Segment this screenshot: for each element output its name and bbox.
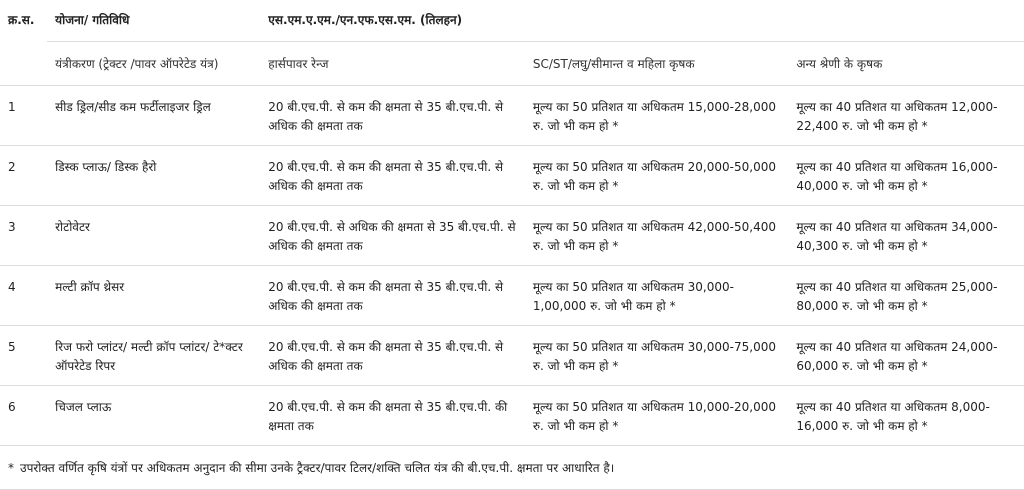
row-other-subsidy: मूल्य का 40 प्रतिशत या अधिकतम 34,000-40,300 रु. जो भी कम हो *	[788, 206, 1024, 266]
table-row	[0, 326, 1024, 386]
row-serial: 6	[0, 386, 47, 446]
row-hp-range: 20 बी.एच.पी. से कम की क्षमता से 35 बी.एच.पी. से अधिक की क्षमता तक	[260, 86, 525, 146]
row-serial: 5	[0, 326, 47, 386]
row-serial: 4	[0, 266, 47, 326]
row-sc-st-subsidy: मूल्य का 50 प्रतिशत या अधिकतम 15,000-28,000 रु. जो भी कम हो *	[525, 86, 788, 146]
footnote-asterisk: *	[8, 461, 14, 475]
table-row	[0, 386, 1024, 446]
row-hp-range: 20 बी.एच.पी. से कम की क्षमता से 35 बी.एच.पी. से अधिक की क्षमता तक	[260, 326, 525, 386]
row-hp-range: 20 बी.एच.पी. से कम की क्षमता से 35 बी.एच.पी. से अधिक की क्षमता तक	[260, 146, 525, 206]
row-other-subsidy: मूल्य का 40 प्रतिशत या अधिकतम 25,000-80,000 रु. जो भी कम हो *	[788, 266, 1024, 326]
row-hp-range: 20 बी.एच.पी. से कम की क्षमता से 35 बी.एच.पी. से अधिक की क्षमता तक	[260, 266, 525, 326]
subheader-equipment: यंत्रीकरण (ट्रेक्टर /पावर ऑपरेटेड यंत्र)	[47, 42, 260, 86]
row-serial: 2	[0, 146, 47, 206]
row-equipment: मल्टी क्रॉप थ्रेसर	[47, 266, 260, 326]
row-other-subsidy: मूल्य का 40 प्रतिशत या अधिकतम 16,000-40,000 रु. जो भी कम हो *	[788, 146, 1024, 206]
row-hp-range: 20 बी.एच.पी. से कम की क्षमता से 35 बी.एच.पी. की क्षमता तक	[260, 386, 525, 446]
footnote-row	[0, 446, 1024, 490]
footnote	[0, 446, 1024, 490]
row-equipment: डिस्क प्लाऊ/ डिस्क हैरो	[47, 146, 260, 206]
row-sc-st-subsidy: मूल्य का 50 प्रतिशत या अधिकतम 42,000-50,400 रु. जो भी कम हो *	[525, 206, 788, 266]
row-other-subsidy: मूल्य का 40 प्रतिशत या अधिकतम 24,000-60,000 रु. जो भी कम हो *	[788, 326, 1024, 386]
table-row	[0, 266, 1024, 326]
row-sc-st-subsidy: मूल्य का 50 प्रतिशत या अधिकतम 30,000-1,00,000 रु. जो भी कम हो *	[525, 266, 788, 326]
row-other-subsidy: मूल्य का 40 प्रतिशत या अधिकतम 8,000-16,000 रु. जो भी कम हो *	[788, 386, 1024, 446]
row-equipment: रिज फरो प्लांटर/ मल्टी क्रॉप प्लांटर/ टे*क्टर ऑपरेटेड रिपर	[47, 326, 260, 386]
table-header-row	[0, 0, 1024, 42]
subheader-sc-st: SC/ST/लघु/सीमान्त व महिला कृषक	[525, 42, 788, 86]
header-program: एस.एम.ए.एम./एन.एफ.एस.एम. (तिलहन)	[260, 0, 1024, 42]
row-serial: 3	[0, 206, 47, 266]
header-scheme: योजना/ गतिविधि	[47, 0, 260, 42]
row-equipment: सीड ड्रिल/सीड कम फर्टीलाइजर ड्रिल	[47, 86, 260, 146]
row-other-subsidy: मूल्य का 40 प्रतिशत या अधिकतम 12,000-22,400 रु. जो भी कम हो *	[788, 86, 1024, 146]
row-hp-range: 20 बी.एच.पी. से अधिक की क्षमता से 35 बी.एच.पी. से अधिक की क्षमता तक	[260, 206, 525, 266]
row-equipment: चिजल प्लाऊ	[47, 386, 260, 446]
row-sc-st-subsidy: मूल्य का 50 प्रतिशत या अधिकतम 30,000-75,000 रु. जो भी कम हो *	[525, 326, 788, 386]
table-row	[0, 206, 1024, 266]
table-row	[0, 146, 1024, 206]
subheader-hp-range: हार्सपावर रेन्ज	[260, 42, 525, 86]
table-subheader-row	[0, 42, 1024, 86]
row-serial: 1	[0, 86, 47, 146]
row-sc-st-subsidy: मूल्य का 50 प्रतिशत या अधिकतम 10,000-20,000 रु. जो भी कम हो *	[525, 386, 788, 446]
row-equipment: रोटोवेटर	[47, 206, 260, 266]
footnote-text: उपरोक्त वर्णित कृषि यंत्रों पर अधिकतम अनुदान की सीमा उनके ट्रैक्टर/पावर टिलर/शक्ति चलित यंत्र की बी.एच.पी. क्षमता पर आधारित है।	[20, 461, 615, 475]
row-sc-st-subsidy: मूल्य का 50 प्रतिशत या अधिकतम 20,000-50,000 रु. जो भी कम हो *	[525, 146, 788, 206]
subheader-other: अन्य श्रेणी के कृषक	[788, 42, 1024, 86]
table-row	[0, 86, 1024, 146]
header-serial: क्र.स.	[0, 0, 47, 86]
